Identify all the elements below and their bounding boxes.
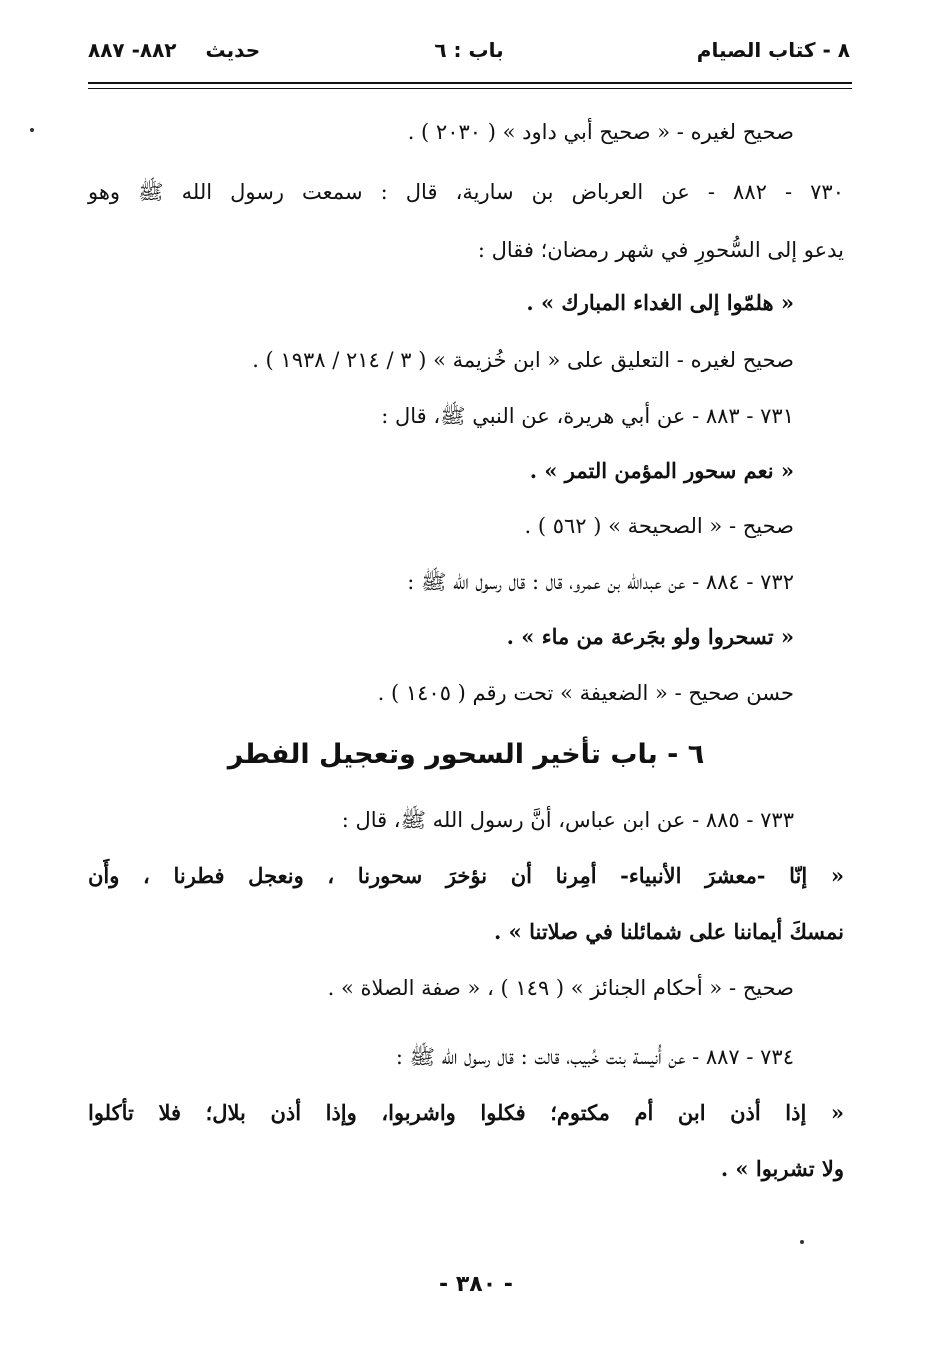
hadith-text: « إنّا -معشرَ الأنبياء- أمِرنا أن نؤخرَ سحورنا ، ونعجل فطرنا ، وأَن <box>88 863 844 888</box>
hadith-text: « إذا أذن ابن أم مكتوم؛ فكلوا واشربوا، وإذا أذن بلال؛ فلا تأكلوا <box>88 1100 844 1125</box>
section-title: ٦ - باب تأخير السحور وتعجيل الفطر <box>227 739 705 770</box>
page-header <box>88 30 850 70</box>
grading-line: صحيح - « الصحيحة » ( ٥٦٢ ) . <box>524 514 794 538</box>
hadith-range <box>88 38 260 62</box>
speck-mark <box>30 128 34 132</box>
header-rule-thick <box>88 82 852 84</box>
hadith-line: ٧٣٣ - ٨٨٥ - عن ابن عباس، أنَّ رسول الله ﷺ، قال : <box>341 808 794 832</box>
hadith-range-value: ٨٨٢- ٨٨٧ <box>88 38 177 62</box>
page-number: - ٣٨٠ - <box>439 1272 513 1297</box>
grading-line: صحيح - « أحكام الجنائز » ( ١٤٩ ) ، « صفة الصلاة » . <box>327 976 794 1000</box>
grading-line: صحيح لغيره - « صحيح أبي داود » ( ٢٠٣٠ ) . <box>407 120 794 144</box>
book-title: ٨ - كتاب الصيام <box>696 38 850 62</box>
hadith-line: ٧٣٤ - ٨٨٧ - عن أُنيسة بنت خُبيب، قالت : قال رسول الله ﷺ : <box>395 1045 794 1069</box>
header-rule-thin <box>88 88 852 89</box>
hadith-line: ٧٣٢ - ٨٨٤ - عن عبدالله بن عمرو، قال : قال رسول الله ﷺ : <box>407 570 794 594</box>
hadith-text: « هلمّوا إلى الغداء المبارك » . <box>526 290 794 315</box>
hadith-text: « نعم سحور المؤمن التمر » . <box>529 458 794 483</box>
hadith-line: يدعو إلى السُّحورِ في شهر رمضان؛ فقال : <box>477 238 844 262</box>
chapter-label: باب : ٦ <box>434 38 504 62</box>
grading-line: صحيح لغيره - التعليق على « ابن خُزيمة » ( ٣ / ٢١٤ / ١٩٣٨ ) . <box>252 348 794 372</box>
hadith-text: « تسحروا ولو بجَرعة من ماء » . <box>506 624 794 649</box>
hadith-line: ٧٣٠ - ٨٨٢ - عن العرباض بن سارية، قال : سمعت رسول الله ﷺ وهو <box>88 180 844 204</box>
hadith-text: نمسكَ أيماننا على شمائلنا في صلاتنا » . <box>494 919 844 944</box>
grading-line: حسن صحيح - « الضعيفة » تحت رقم ( ١٤٠٥ ) . <box>377 681 794 705</box>
hadith-label: حديث <box>205 38 261 62</box>
hadith-line: ٧٣١ - ٨٨٣ - عن أبي هريرة، عن النبي ﷺ، قال : <box>381 404 794 428</box>
hadith-text: ولا تشربوا » . <box>720 1156 844 1181</box>
speck-mark <box>800 1240 804 1244</box>
